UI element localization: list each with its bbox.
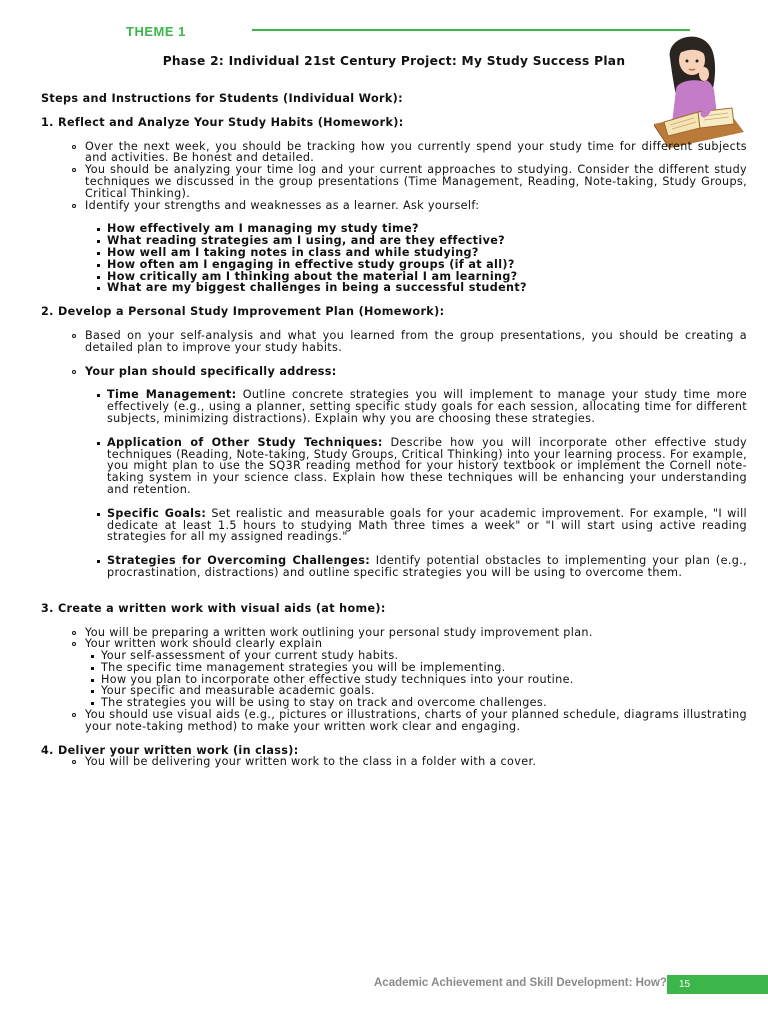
list-item	[41, 437, 747, 496]
theme-divider	[252, 29, 690, 31]
list-item	[41, 389, 747, 424]
section-1-list	[41, 141, 747, 212]
item-label: Application of Other Study Techniques:	[107, 435, 383, 449]
list-item: What are my biggest challenges in being a successful student?	[41, 282, 747, 294]
item-label: Specific Goals:	[107, 506, 207, 520]
written-work-list	[35, 650, 747, 709]
item-text: Outline concrete strategies you will implement to manage your study time more effectively (e.g., using a planner, setting specific study goals for each session, allocating time for different subjects, minimizing distractions). Explain why you are choosing these strategies.	[107, 388, 748, 425]
plan-items-list-4	[41, 555, 747, 579]
list-item: Your self-assessment of your current study habits.	[35, 650, 747, 662]
item-label: Time Management:	[107, 388, 237, 402]
theme-label: THEME 1	[126, 24, 186, 39]
list-item	[41, 508, 747, 543]
instructions-heading: Steps and Instructions for Students (Individual Work):	[41, 92, 403, 105]
section-4-heading: 4. Deliver your written work (in class):	[41, 743, 299, 757]
list-item: You should be analyzing your time log and your current approaches to studying. Consider the different study techniques we discussed in the group presentations (Time Management, Reading, Note-taking, Study Groups, Critical Thinking).	[41, 164, 747, 199]
section-3-heading: 3. Create a written work with visual aids (at home):	[41, 601, 386, 615]
list-item: How critically am I thinking about the material I am learning?	[41, 271, 747, 283]
list-item: You will be preparing a written work outlining your personal study improvement plan.	[41, 627, 747, 639]
list-item: Identify your strengths and weaknesses as a learner. Ask yourself:	[41, 200, 747, 212]
page-title: Phase 2: Individual 21st Century Project: My Study Success Plan	[162, 54, 626, 68]
list-item: Your plan should specifically address:	[41, 366, 747, 378]
list-item: How well am I taking notes in class and while studying?	[41, 247, 747, 259]
document-body	[41, 93, 747, 768]
self-questions-list	[41, 223, 747, 294]
list-item: Your specific and measurable academic goals.	[35, 685, 747, 697]
list-item: How often am I engaging in effective study groups (if at all)?	[41, 259, 747, 271]
list-item: The specific time management strategies you will be implementing.	[35, 662, 747, 674]
list-item: You will be delivering your written work to the class in a folder with a cover.	[41, 756, 747, 768]
plan-items-list-3	[41, 508, 747, 543]
list-item: Your written work should clearly explain	[41, 638, 747, 650]
section-2-list-b	[41, 366, 747, 378]
list-item: The strategies you will be using to stay on track and overcome challenges.	[35, 697, 747, 709]
plan-items-list-2	[41, 437, 747, 496]
item-text: Identify potential obstacles to implementing your plan (e.g., procrastination, distractions) and outline specific strategies you will be using to overcome them.	[107, 554, 747, 579]
section-3-list-b	[41, 709, 747, 733]
list-item: You should use visual aids (e.g., pictures or illustrations, charts of your planned schedule, diagrams illustrating your note-taking method) to make your written work clear and engaging.	[41, 709, 747, 733]
section-3-list	[41, 627, 747, 651]
list-item: What reading strategies am I using, and are they effective?	[41, 235, 747, 247]
item-text: Set realistic and measurable goals for your academic improvement. For example, "I will dedicate at least 1.5 hours to studying Math three times a week" or "I will start using active reading strategies for all my assigned readings."	[107, 506, 748, 544]
list-item: Over the next week, you should be tracking how you currently spend your study time for different subjects and activities. Be honest and detailed.	[41, 141, 747, 165]
section-1-heading: 1. Reflect and Analyze Your Study Habits (Homework):	[41, 115, 404, 129]
footer-title: Academic Achievement and Skill Development: How?	[374, 977, 667, 989]
item-text: Describe how you will incorporate other effective study techniques (Reading, Note-taking, Study Groups, Critical Thinking) into your learning process. For example, you might plan to use the SQ3R reading method for your history textbook or implement the Cornell note-taking system in your science class. Explain how these techniques will be enhancing your understanding and retention.	[107, 435, 747, 496]
list-item: Based on your self-analysis and what you learned from the group presentations, you should be creating a detailed plan to improve your study habits.	[41, 330, 747, 354]
list-item: How effectively am I managing my study time?	[41, 223, 747, 235]
section-2-heading: 2. Develop a Personal Study Improvement Plan (Homework):	[41, 305, 445, 319]
item-label: Strategies for Overcoming Challenges:	[107, 554, 371, 568]
page-number: 15	[679, 979, 691, 990]
list-item	[41, 555, 747, 579]
section-2-list	[41, 330, 747, 354]
section-4-list	[41, 756, 747, 768]
list-item: How you plan to incorporate other effective study techniques into your routine.	[35, 674, 747, 686]
plan-items-list	[41, 389, 747, 424]
